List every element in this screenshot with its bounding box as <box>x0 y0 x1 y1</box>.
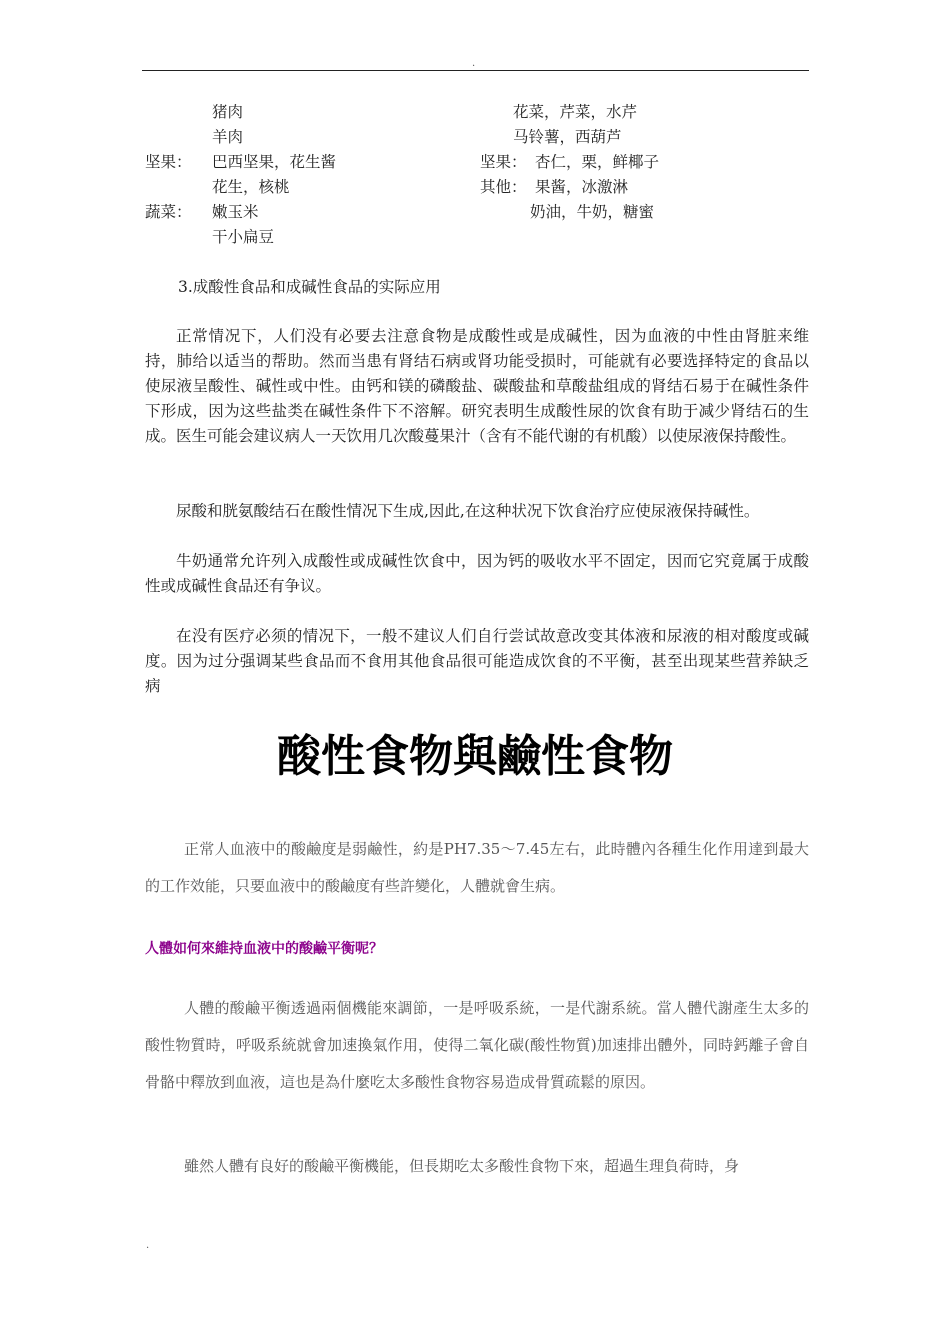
list-label: 蔬菜： <box>145 203 192 221</box>
header-dot: . <box>472 58 476 69</box>
article-title: 酸性食物與鹼性食物 <box>277 731 673 782</box>
list-item: 干小扁豆 <box>212 228 275 246</box>
list-label: 坚果： <box>480 153 527 171</box>
article-paragraph: 正常人血液中的酸鹼度是弱鹼性，約是PH7.35～7.45左右，此時體內各種生化作用達到最大的工作效能，只要血液中的酸鹼度有些許變化，人體就會生病。 <box>145 840 809 895</box>
section-heading: 3.成酸性食品和成碱性食品的实际应用 <box>178 278 441 296</box>
list-item: 奶油，牛奶，糖蜜 <box>530 203 655 221</box>
list-item: 羊肉 <box>212 128 244 146</box>
list-item: 嫩玉米 <box>212 203 259 221</box>
list-item: 巴西坚果，花生酱 <box>212 153 337 171</box>
body-paragraph: 在没有医疗必须的情况下，一般不建议人们自行尝试故意改变其体液和尿液的相对酸度或碱度。因为过分强调某些食品而不食用其他食品很可能造成饮食的不平衡，甚至出现某些营养缺乏病 <box>145 627 809 695</box>
list-item: 马铃薯，西葫芦 <box>513 128 622 146</box>
header-rule <box>142 70 809 71</box>
list-item: 果酱，冰激淋 <box>535 178 629 196</box>
article-paragraph: 人體的酸鹼平衡透過兩個機能來調節，一是呼吸系統，一是代謝系統。當人體代謝產生太多的酸性物質時，呼吸系統就會加速換氣作用，使得二氧化碳(酸性物質)加速排出體外，同時鈣離子會自骨骼中釋放到血液，這也是為什麼吃太多酸性食物容易造成骨質疏鬆的原因。 <box>145 999 809 1091</box>
list-label: 其他： <box>480 178 527 196</box>
body-paragraph: 正常情况下，人们没有必要去注意食物是成酸性或是成碱性，因为血液的中性由肾脏来维持，肺给以适当的帮助。然而当患有肾结石病或肾功能受损时，可能就有必要选择特定的食品以使尿液呈酸性、碱性或中性。由钙和镁的磷酸盐、碳酸盐和草酸盐组成的肾结石易于在碱性条件下形成，因为这些盐类在碱性条件下不溶解。研究表明生成酸性尿的饮食有助于减少肾结石的生成。医生可能会建议病人一天饮用几次酸蔓果汁（含有不能代谢的有机酸）以使尿液保持酸性。 <box>145 327 809 445</box>
list-item: 花生，核桃 <box>212 178 290 196</box>
list-item: 杏仁，栗，鲜椰子 <box>535 153 660 171</box>
list-label: 坚果： <box>145 153 192 171</box>
article-subheading: 人體如何來維持血液中的酸鹼平衡呢？ <box>145 941 383 957</box>
body-paragraph: 牛奶通常允许列入成酸性或成碱性饮食中，因为钙的吸收水平不固定，因而它究竟属于成酸性或成碱性食品还有争议。 <box>145 552 809 595</box>
article-paragraph: 雖然人體有良好的酸鹼平衡機能，但長期吃太多酸性食物下來，超過生理負荷時，身 <box>184 1157 740 1175</box>
body-paragraph: 尿酸和胱氨酸结石在酸性情况下生成,因此,在这种状况下饮食治疗应使尿液保持碱性。 <box>176 502 760 520</box>
footer-dot: . <box>146 1240 150 1251</box>
list-item: 花菜，芹菜，水芹 <box>513 103 638 121</box>
list-item: 猪肉 <box>212 103 244 121</box>
